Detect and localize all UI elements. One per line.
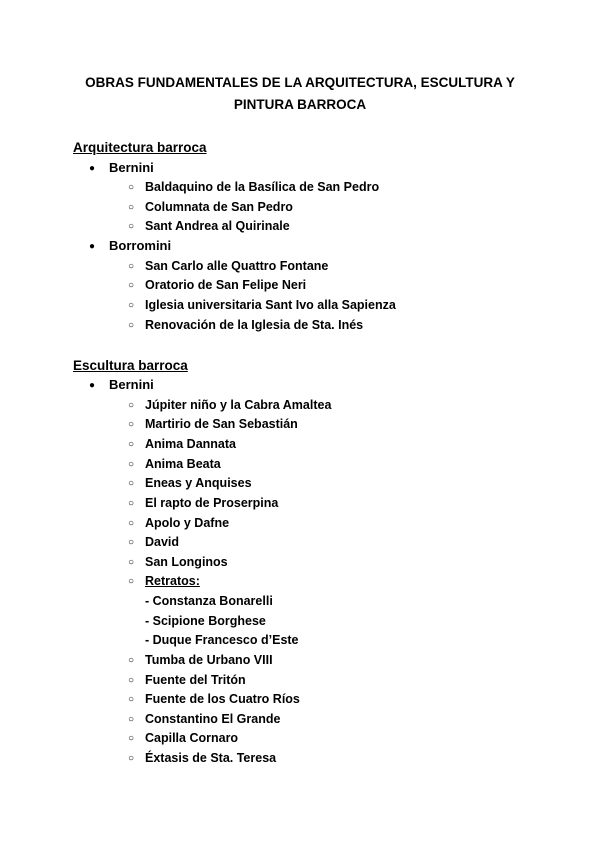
bullet-circle-icon: ○: [128, 439, 135, 450]
section-heading-arquitectura: Arquitectura barroca: [73, 140, 207, 155]
bullet-circle-icon: ○: [128, 557, 135, 568]
bullet-circle-icon: ○: [128, 478, 135, 489]
list-item-borromini: [89, 237, 171, 256]
list-item-label: Renovación de la Iglesia de Sta. Inés: [145, 318, 364, 332]
list-item: [128, 316, 363, 335]
bullet-circle-icon: ○: [128, 459, 135, 470]
list-item-label: Apolo y Dafne: [145, 516, 230, 530]
list-item-label: El rapto de Proserpina: [145, 496, 279, 510]
list-item-label: Éxtasis de Sta. Teresa: [145, 751, 277, 765]
list-item: [128, 296, 396, 315]
bullet-circle-icon: ○: [128, 498, 135, 509]
list-item: [128, 533, 179, 552]
bullet-circle-icon: ○: [128, 221, 135, 232]
bullet-circle-icon: ○: [128, 753, 135, 764]
list-item-label: Martirio de San Sebastián: [145, 417, 298, 431]
list-item: [128, 494, 278, 513]
bullet-circle-icon: ○: [128, 261, 135, 272]
list-item-retratos: [128, 572, 200, 591]
list-item: [128, 415, 298, 434]
list-item: [128, 276, 306, 295]
list-item: [128, 514, 229, 533]
bullet-circle-icon: ○: [128, 300, 135, 311]
list-item-label: Columnata de San Pedro: [145, 200, 293, 214]
list-item: [128, 257, 328, 276]
list-item-bernini: [89, 159, 154, 178]
bullet-circle-icon: ○: [128, 675, 135, 686]
list-item-label: San Longinos: [145, 555, 228, 569]
sub-list-item: - Duque Francesco d’Este: [145, 633, 299, 647]
list-item-label: Baldaquino de la Basílica de San Pedro: [145, 180, 380, 194]
bullet-circle-icon: ○: [128, 518, 135, 529]
list-item: [128, 396, 331, 415]
list-item-label: San Carlo alle Quattro Fontane: [145, 259, 329, 273]
bullet-circle-icon: ○: [128, 202, 135, 213]
document-title-line-1: OBRAS FUNDAMENTALES DE LA ARQUITECTURA, ESCULTURA Y: [85, 75, 515, 90]
bullet-circle-icon: ○: [128, 320, 135, 331]
bullet-circle-icon: ○: [128, 694, 135, 705]
list-item: [128, 553, 228, 572]
list-item-label: David: [145, 535, 180, 549]
bullet-disc-icon: ●: [89, 380, 96, 391]
list-item: [128, 729, 238, 748]
bullet-circle-icon: ○: [128, 182, 135, 193]
bullet-circle-icon: ○: [128, 655, 135, 666]
list-item-label: Retratos:: [145, 574, 200, 588]
list-item: [128, 178, 379, 197]
list-item-label: Anima Dannata: [145, 437, 236, 451]
list-item-label: Bernini: [109, 160, 154, 175]
section-heading-escultura: Escultura barroca: [73, 358, 188, 373]
list-item-label: Tumba de Urbano VIII: [145, 653, 273, 667]
list-item-label: Sant Andrea al Quirinale: [145, 219, 290, 233]
list-item: [128, 651, 273, 670]
bullet-circle-icon: ○: [128, 280, 135, 291]
bullet-disc-icon: ●: [89, 163, 96, 174]
list-item-label: Anima Beata: [145, 457, 221, 471]
list-item-label: Eneas y Anquises: [145, 476, 252, 490]
list-item-label: Oratorio de San Felipe Neri: [145, 278, 307, 292]
sub-list-item: - Scipione Borghese: [145, 614, 266, 628]
list-item-label: Iglesia universitaria Sant Ivo alla Sapienza: [145, 298, 396, 312]
bullet-circle-icon: ○: [128, 400, 135, 411]
bullet-disc-icon: ●: [89, 241, 96, 252]
list-item-label: Júpiter niño y la Cabra Amaltea: [145, 398, 332, 412]
document-title-line-2: PINTURA BARROCA: [233, 97, 367, 112]
list-item-label: Bernini: [109, 377, 154, 392]
list-item: [128, 435, 236, 454]
list-item-label: Fuente del Tritón: [145, 673, 246, 687]
list-item: [128, 455, 221, 474]
bullet-circle-icon: ○: [128, 714, 135, 725]
list-item: [128, 671, 246, 690]
list-item-label: Fuente de los Cuatro Ríos: [145, 692, 300, 706]
list-item: [128, 710, 280, 729]
list-item: [128, 217, 290, 236]
list-item: [128, 198, 293, 217]
list-item: [128, 690, 300, 709]
list-item: [128, 749, 276, 768]
list-item: [128, 474, 252, 493]
bullet-circle-icon: ○: [128, 576, 135, 587]
bullet-circle-icon: ○: [128, 537, 135, 548]
list-item-bernini: [89, 376, 154, 395]
sub-list-item: - Constanza Bonarelli: [145, 594, 273, 608]
bullet-circle-icon: ○: [128, 419, 135, 430]
list-item-label: Borromini: [109, 238, 172, 253]
list-item-label: Capilla Cornaro: [145, 731, 239, 745]
list-item-label: Constantino El Grande: [145, 712, 281, 726]
bullet-circle-icon: ○: [128, 733, 135, 744]
